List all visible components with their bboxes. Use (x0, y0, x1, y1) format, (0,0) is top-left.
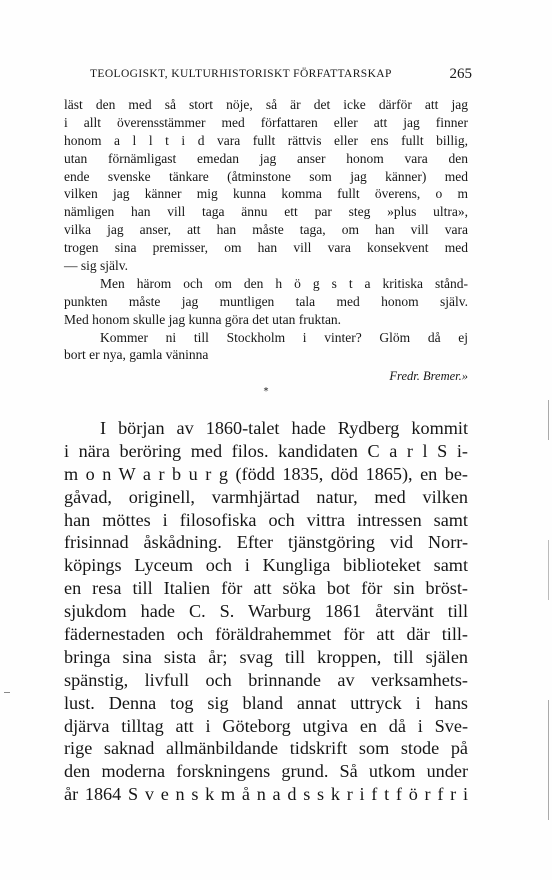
body-line: gåvad, originell, varmhjärtad natur, med vilken (64, 486, 468, 507)
quote-line: nämligen han vill taga ännu ett par steg »plus ultra», (64, 204, 468, 220)
body-line: frisinnad åskådning. Efter tjänstgöring vid Norr- (64, 532, 468, 553)
body-line: fädernestaden och föräldrahemmet för att där till- (64, 624, 468, 645)
body-line: den moderna forskningens grund. Så utkom under (64, 761, 468, 782)
letter-signature: Fredr. Bremer.» (389, 369, 468, 383)
body-line: bringa sina sista år; svag till kroppen, till själen (64, 646, 468, 667)
quote-line: i allt överensstämmer med författaren eller att jag finner (64, 114, 468, 130)
margin-mark (548, 400, 549, 440)
quote-line: Men härom och om den h ö g s t a kritiska stånd- (100, 275, 468, 291)
body-line: m o n W a r b u r g (född 1835, död 1865), en be- (64, 463, 468, 484)
body-paragraph (64, 417, 468, 806)
quote-line: — sig själv. (64, 258, 128, 274)
margin-mark (548, 700, 549, 820)
quote-line: läst den med så stort nöje, så är det icke därför att jag (64, 97, 468, 112)
running-head-title: TEOLOGISKT, KULTURHISTORISKT FÖRFATTARSKAP (90, 68, 392, 80)
quote-line: trogen sina premisser, om han vill vara konsekvent med (64, 240, 468, 256)
body-line: en resa till Italien för att söka bot för sin bröst- (64, 578, 468, 599)
quote-line: vilken jag känner mig kunna komma fullt överens, o m (64, 186, 468, 202)
body-line: år 1864 S v e n s k m å n a d s s k r i f t f ö r f r i (64, 784, 468, 805)
running-head (84, 66, 472, 86)
body-line: I början av 1860-talet hade Rydberg kommit (100, 418, 468, 438)
quote-line: Kommer ni till Stockholm i vinter? Glöm då ej (100, 329, 468, 345)
quote-line: ende svenske tänkare (åtminstone som jag känner) med (64, 168, 468, 184)
body-line: han möttes i filosofiska och vittra intressen samt (64, 509, 468, 530)
body-line: köpings Lyceum och i Kungliga biblioteket samt (64, 555, 468, 576)
body-line: lust. Denna tog sig bland annat uttryck i hans (64, 692, 468, 713)
body-line: sjukdom hade C. S. Warburg 1861 återvänt till (64, 601, 468, 622)
body-line: i nära beröring med filos. kandidaten C a r l S i- (64, 440, 468, 461)
quote-line: bort er nya, gamla väninna (64, 347, 209, 363)
body-line: spänstig, livfull och brinnande av verksamhets- (64, 669, 468, 690)
margin-mark (548, 540, 549, 600)
margin-mark (4, 692, 10, 693)
body-line: rige saknad allmänbildande tidskrift som stode på (64, 738, 468, 759)
page-number: 265 (449, 66, 472, 82)
quote-line: punkten måste jag muntligen tala med honom själv. (64, 293, 468, 309)
quoted-letter (64, 96, 468, 364)
quote-line: vilka jag anser, att han måste taga, om han vill vara (64, 222, 468, 238)
quote-line: Med honom skulle jag kunna göra det utan fruktan. (64, 311, 342, 327)
quote-line: utan förnämligast emedan jag anser honom vara den (64, 150, 468, 166)
section-separator: * (263, 386, 269, 397)
body-line: djärva tilltag att i Göteborg utgiva en då i Sve- (64, 715, 468, 736)
quote-line: honom a l l t i d vara fullt rättvis eller ens fullt billig, (64, 132, 468, 148)
